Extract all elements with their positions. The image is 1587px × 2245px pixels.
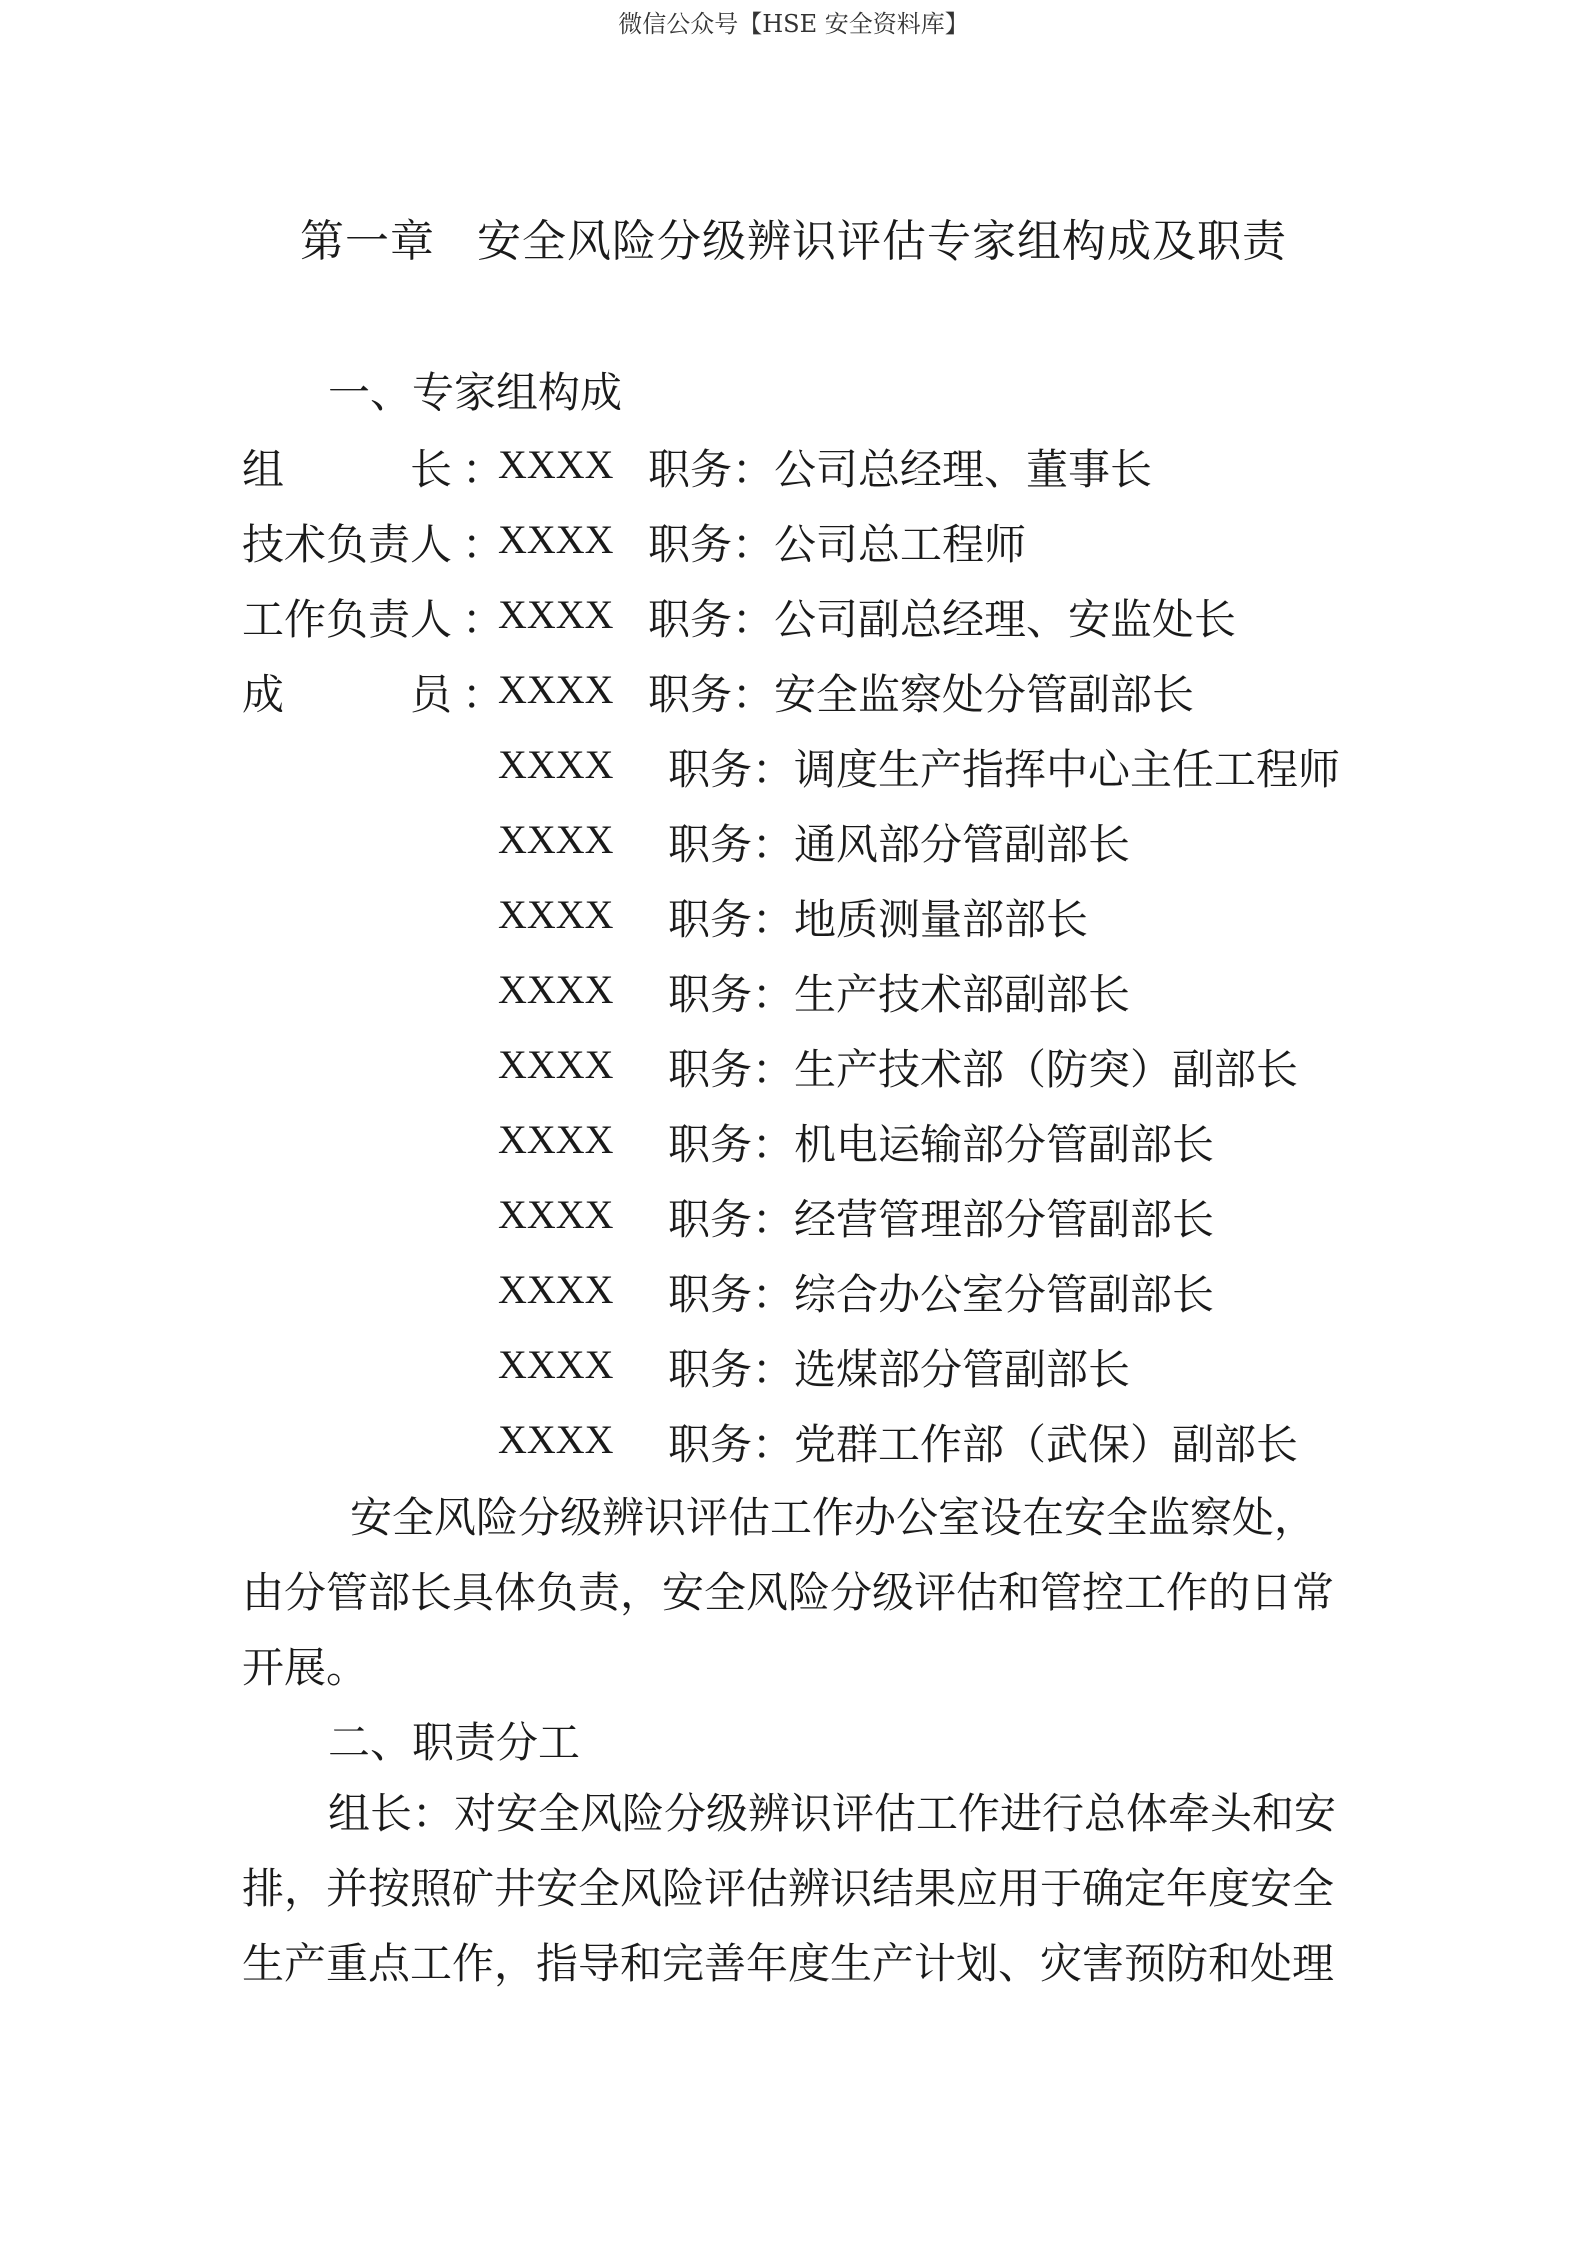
person-name: XXXX [498, 1117, 614, 1162]
position-label: 职务： [648, 445, 775, 494]
colon: ： [462, 670, 505, 719]
person-name: XXXX [498, 967, 614, 1012]
position-value: 经营管理部分管副部长 [794, 1195, 1215, 1244]
chapter-number: 第一章 [300, 216, 435, 267]
colon: ： [462, 445, 505, 494]
position-label: 职务： [668, 745, 795, 794]
person-name: XXXX [498, 1417, 614, 1462]
person-name: XXXX [498, 517, 614, 562]
position-label: 职务： [668, 1045, 795, 1094]
person-name: XXXX [498, 1267, 614, 1312]
person-name: XXXX [498, 1192, 614, 1237]
position-label: 职务： [668, 895, 795, 944]
position-label: 职务： [668, 1345, 795, 1394]
person-name: XXXX [498, 742, 614, 787]
position-label: 职务： [648, 595, 775, 644]
position-value: 公司总工程师 [774, 520, 1027, 569]
position-label: 职务： [668, 1420, 795, 1469]
section-heading-1: 一、专家组构成 [328, 368, 623, 417]
position-label: 职务： [668, 1195, 795, 1244]
position-label: 职务： [668, 820, 795, 869]
office-paragraph-text: 安全风险分级辨识评估工作办公室设在安全监察处，由分管部长具体负责，安全风险分级评估和管控工作的日常开展。 [242, 1493, 1335, 1692]
position-value: 调度生产指挥中心主任工程师 [794, 745, 1341, 794]
office-paragraph [242, 1480, 1352, 1705]
person-name: XXXX [498, 442, 614, 487]
page-header: 微信公众号【HSE 安全资料库】 [618, 10, 969, 38]
position-label: 职务： [648, 670, 775, 719]
position-label: 职务： [668, 1120, 795, 1169]
chapter-heading: 安全风险分级辨识评估专家组构成及职责 [477, 216, 1287, 267]
duty-paragraph-text: 组长：对安全风险分级辨识评估工作进行总体牵头和安排，并按照矿井安全风险评估辨识结果应用于确定年度安全生产重点工作，指导和完善年度生产计划、灾害预防和处理 [242, 1789, 1337, 1988]
position-label: 职务： [668, 1270, 795, 1319]
position-value: 安全监察处分管副部长 [774, 670, 1195, 719]
role-label: 成 员 [242, 670, 453, 719]
person-name: XXXX [498, 592, 614, 637]
person-name: XXXX [498, 892, 614, 937]
position-value: 公司总经理、董事长 [774, 445, 1153, 494]
person-name: XXXX [498, 1342, 614, 1387]
position-label: 职务： [668, 970, 795, 1019]
role-label: 工作负责人 [242, 595, 453, 644]
position-value: 综合办公室分管副部长 [794, 1270, 1215, 1319]
position-value: 生产技术部（防突）副部长 [794, 1045, 1299, 1094]
role-label: 组 长 [242, 445, 453, 494]
position-label: 职务： [648, 520, 775, 569]
position-value: 选煤部分管副部长 [794, 1345, 1131, 1394]
person-name: XXXX [498, 667, 614, 712]
position-value: 机电运输部分管副部长 [794, 1120, 1215, 1169]
section-heading-2: 二、职责分工 [328, 1718, 581, 1767]
position-value: 生产技术部副部长 [794, 970, 1131, 1019]
position-value: 党群工作部（武保）副部长 [794, 1420, 1299, 1469]
role-label: 技术负责人 [242, 520, 453, 569]
position-value: 通风部分管副部长 [794, 820, 1131, 869]
duty-paragraph [242, 1776, 1352, 2001]
colon: ： [462, 520, 505, 569]
person-name: XXXX [498, 1042, 614, 1087]
position-value: 公司副总经理、安监处长 [774, 595, 1237, 644]
colon: ： [462, 595, 505, 644]
person-name: XXXX [498, 817, 614, 862]
position-value: 地质测量部部长 [794, 895, 1089, 944]
chapter-title [0, 205, 1587, 269]
